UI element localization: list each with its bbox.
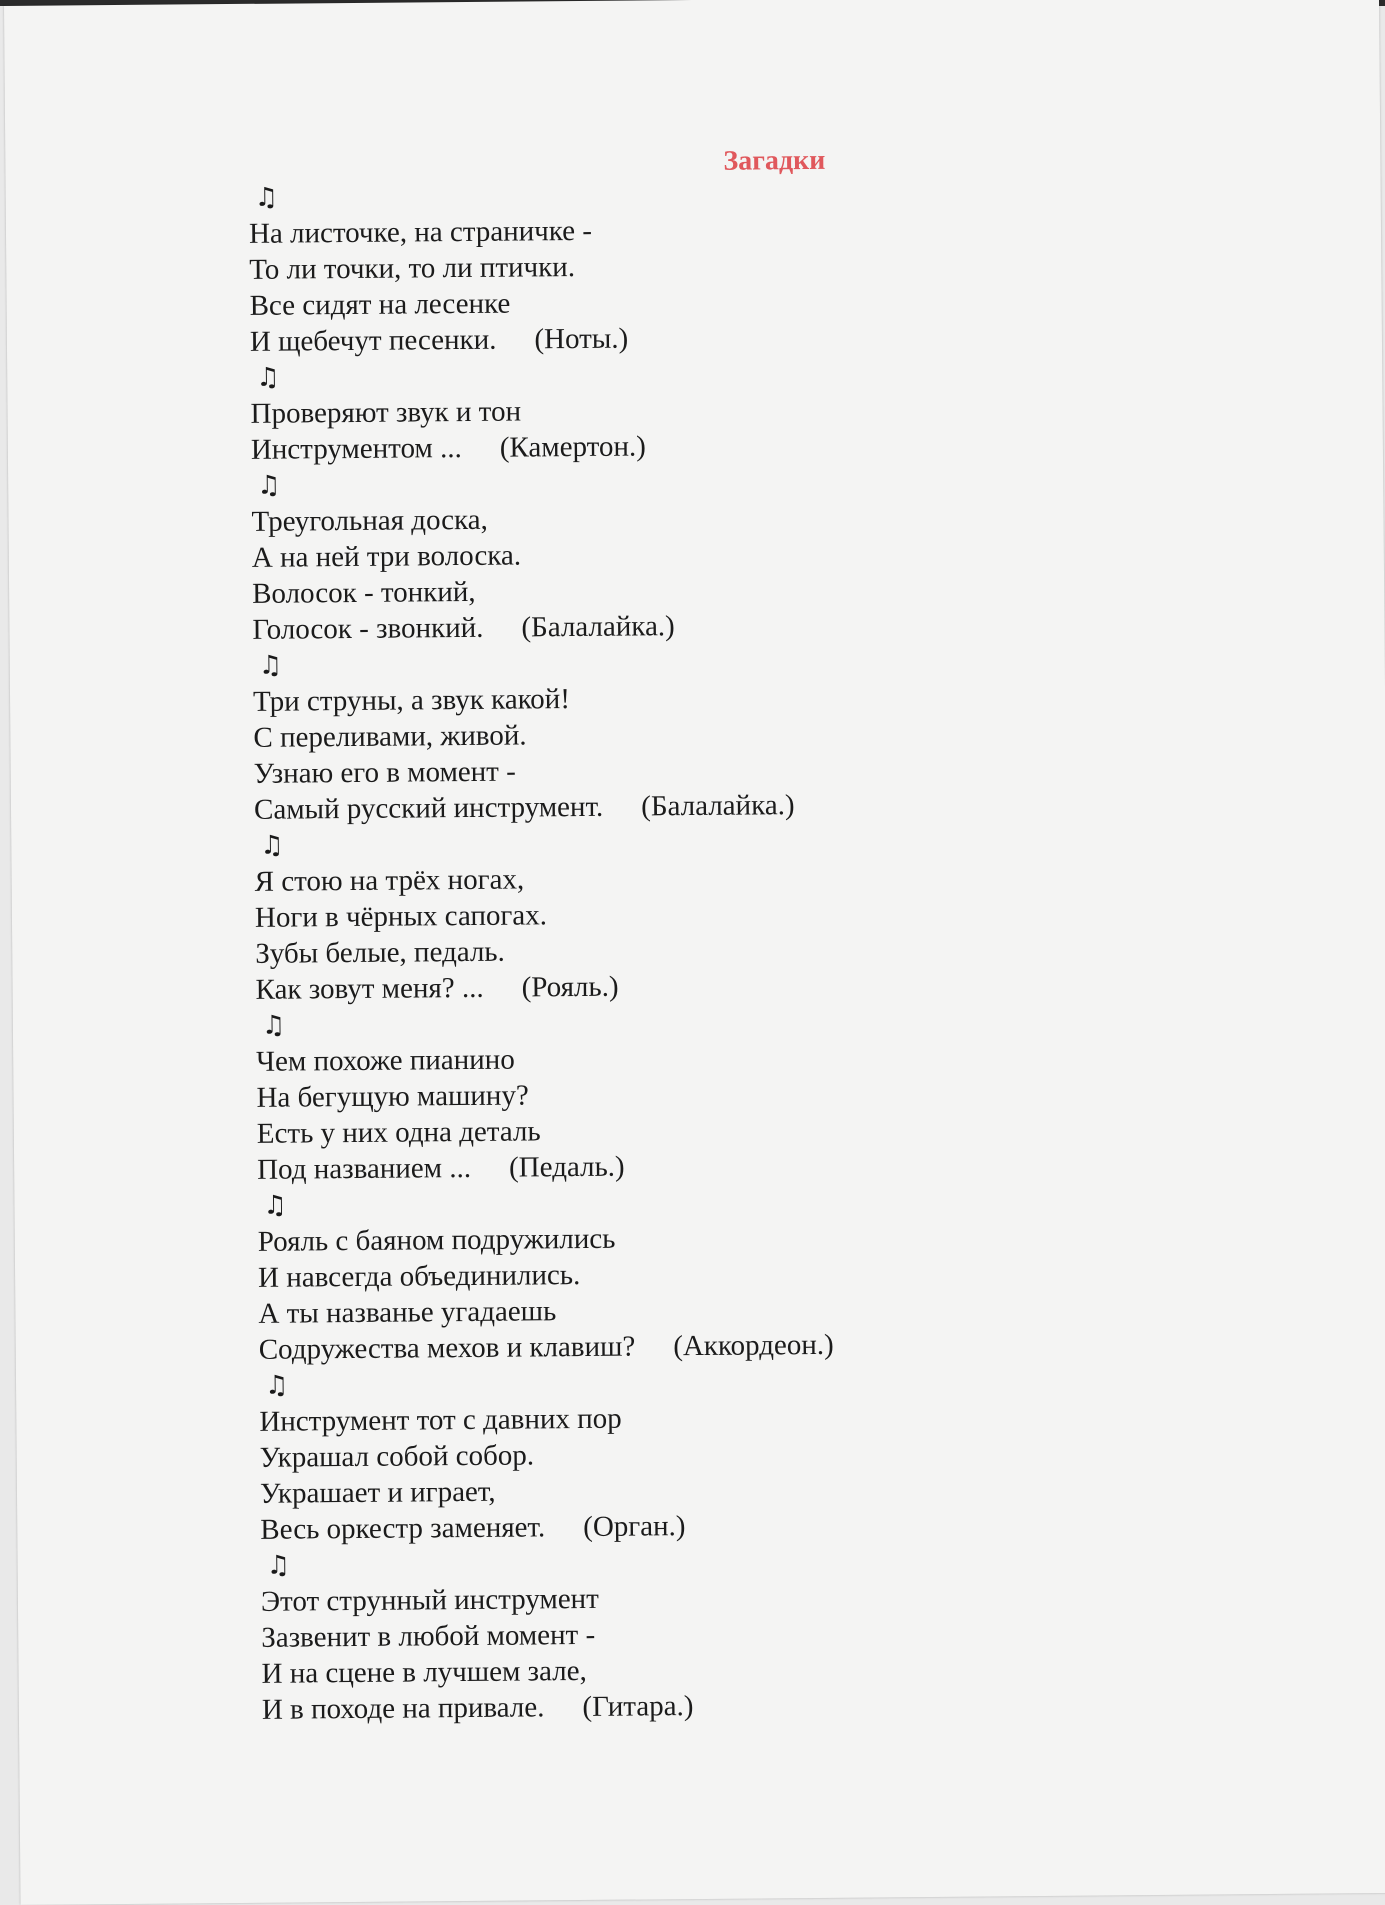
riddle-line-text: Инструмент тот с давних пор (259, 1402, 622, 1438)
music-note-icon: ♫ (257, 470, 281, 501)
riddle-line (253, 715, 828, 756)
riddle-line (261, 1615, 836, 1656)
riddle-line (262, 1687, 837, 1728)
music-note-icon: ♫ (260, 830, 284, 861)
riddle-line-text: Этот струнный инструмент (260, 1582, 599, 1618)
riddle-item (254, 823, 831, 1008)
riddle-line-text: Украшает и играет, (259, 1475, 496, 1510)
music-note-icon: ♫ (261, 1010, 286, 1041)
riddle-line (260, 1507, 835, 1548)
riddle-item (256, 1003, 833, 1188)
riddle-line (259, 1327, 834, 1368)
riddle-line (254, 787, 829, 828)
riddle-item (260, 1543, 837, 1728)
riddle-line (250, 391, 825, 432)
riddle-line-text: Проверяют звук и тон (250, 395, 522, 430)
riddle-line (260, 1471, 835, 1512)
riddle-line (253, 679, 828, 720)
riddle-answer: (Орган.) (583, 1510, 686, 1544)
riddle-line-text: Украшал собой собор. (259, 1439, 535, 1474)
riddle-line (259, 1399, 834, 1440)
riddle-line-text: И щебечут песенки. (249, 323, 497, 358)
riddle-line-text: Есть у них одна деталь (256, 1115, 541, 1150)
riddle-line (257, 1147, 832, 1188)
riddle-line-text: Весь оркестр заменяет. (260, 1511, 546, 1546)
riddle-line (257, 1111, 832, 1152)
riddle-item (257, 1183, 834, 1368)
riddle-line (249, 247, 824, 288)
riddle-line (256, 1075, 831, 1116)
riddle-answer: (Педаль.) (508, 1150, 625, 1184)
riddle-line-text: Как зовут меня? ... (255, 971, 484, 1006)
riddle-line (255, 895, 830, 936)
riddle-line (250, 319, 825, 360)
riddle-item (253, 643, 830, 828)
riddle-line (255, 931, 830, 972)
riddle-line-text: Все сидят на лесенке (249, 287, 511, 322)
riddle-line (258, 1219, 833, 1260)
riddle-answer: (Балалайка.) (521, 610, 675, 644)
riddle-answer: (Рояль.) (521, 970, 619, 1004)
riddle-answer: (Ноты.) (534, 322, 629, 356)
riddle-line (252, 535, 827, 576)
riddle-line (249, 283, 824, 324)
music-note-icon: ♫ (256, 362, 280, 393)
riddle-line-text: Чем похоже пианино (256, 1043, 515, 1078)
riddle-line-text: Узнаю его в момент - (253, 755, 516, 790)
riddle-line (251, 427, 826, 468)
riddle-item (250, 355, 826, 468)
riddle-line (258, 1255, 833, 1296)
riddle-line-text: И на сцене в лучшем зале, (261, 1654, 587, 1690)
riddle-line (254, 859, 829, 900)
riddle-line (260, 1435, 835, 1476)
riddle-line (252, 607, 827, 648)
riddle-line (249, 211, 824, 252)
riddle-answer: (Гитара.) (582, 1690, 694, 1724)
riddle-item (251, 463, 828, 648)
riddle-line-text: Содружества мехов и клавиш? (258, 1330, 636, 1366)
riddle-answer: (Камертон.) (499, 430, 647, 464)
music-note-icon: ♫ (258, 650, 283, 681)
riddle-line-text: На бегущую машину? (256, 1079, 529, 1114)
riddle-line-text: Рояль с баяном подружились (257, 1222, 616, 1258)
riddle-line (251, 499, 826, 540)
document-page (4, 0, 1385, 1905)
music-note-icon: ♫ (263, 1190, 287, 1221)
riddle-line-text: А на ней три волоска. (251, 539, 522, 574)
riddle-line-text: Зубы белые, педаль. (255, 935, 505, 970)
riddle-line-text: Треугольная доска, (251, 503, 489, 538)
music-note-icon: ♫ (264, 1370, 289, 1401)
riddle-line (252, 571, 827, 612)
riddle-item (259, 1363, 836, 1548)
riddle-line (254, 751, 829, 792)
riddle-line-text: На листочке, на страничке - (248, 214, 593, 250)
riddle-line-text: Инструментом ... (250, 432, 462, 466)
music-note-icon: ♫ (266, 1550, 291, 1581)
riddle-line-text: С переливами, живой. (253, 719, 527, 754)
riddle-line-text: Я стою на трёх ногах, (254, 863, 525, 898)
riddle-line-text: То ли точки, то ли птички. (249, 251, 576, 286)
riddle-line-text: Ноги в чёрных сапогах. (254, 899, 548, 934)
riddle-line (255, 967, 830, 1008)
music-note-icon: ♫ (254, 182, 279, 213)
riddle-line-text: Зазвенит в любой момент - (261, 1618, 596, 1654)
riddle-line-text: Волосок - тонкий, (251, 575, 476, 610)
riddle-line-text: А ты названье угадаешь (258, 1295, 557, 1330)
riddle-line-text: И навсегда объединились. (257, 1259, 581, 1294)
riddle-line (258, 1291, 833, 1332)
riddle-line-text: Голосок - звонкий. (252, 611, 484, 646)
riddle-line-text: Под названием ... (257, 1151, 472, 1186)
riddle-line-text: Самый русский инструмент. (253, 790, 604, 826)
page-title: Загадки (723, 144, 826, 177)
riddle-list (249, 175, 838, 1728)
riddle-line-text: И в походе на привале. (261, 1691, 545, 1726)
riddle-line (261, 1651, 836, 1692)
riddle-line (256, 1039, 831, 1080)
riddle-line-text: Три струны, а звук какой! (252, 683, 571, 718)
riddle-item (249, 175, 826, 360)
riddle-line (261, 1579, 836, 1620)
riddle-answer: (Балалайка.) (641, 789, 795, 823)
riddle-answer: (Аккордеон.) (673, 1328, 834, 1363)
